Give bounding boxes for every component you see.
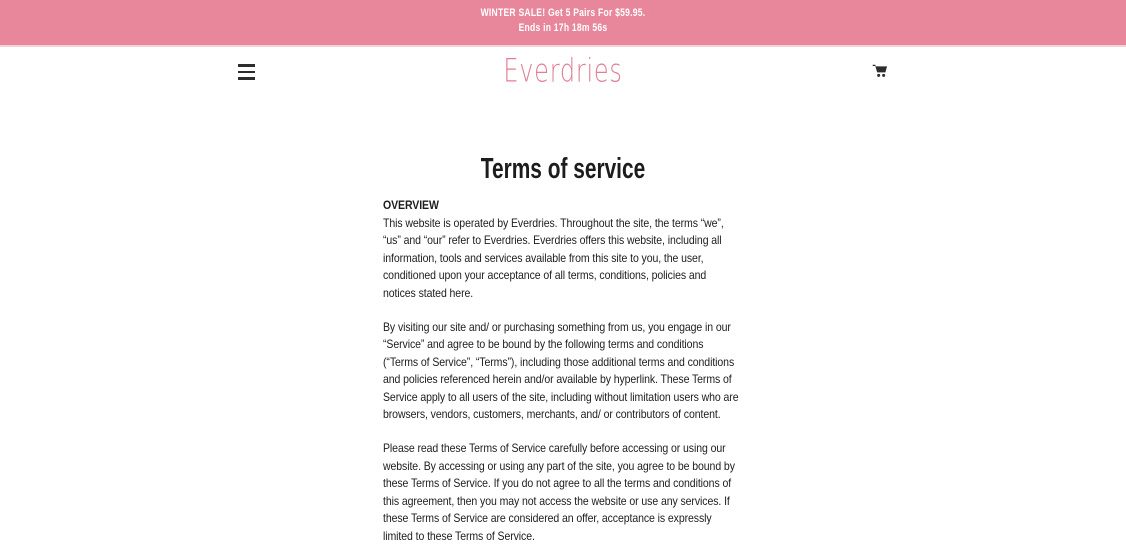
section-heading: OVERVIEW [383,198,439,212]
cart-icon [871,62,888,79]
terms-paragraph [383,440,739,545]
site-header [0,47,1126,97]
paragraph-text: Please read these Terms of Service carefully before accessing or using our website. By accessing or using any part of the site, you agree to be bound by these Terms of Service. If you do not agree to all the terms and conditions of this agreement, then you may not access the website or use any services. If these Terms of Service are considered an offer, acceptance is expressly limited to these Terms of Service. [383,441,735,543]
terms-paragraph [383,197,739,302]
menu-button[interactable] [232,54,261,90]
cart-button[interactable] [865,56,894,88]
announcement-sale-text: WINTER SALE! Get 5 Pairs For $59.95. [480,7,646,19]
announcement-bar[interactable] [0,0,1126,47]
hamburger-icon [238,64,255,80]
terms-paragraph [383,319,739,424]
terms-content [383,197,739,545]
paragraph-text: By visiting our site and/ or purchasing something from us, you engage in our “Service” and agree to be bound by the following terms and conditions (“Terms of Service”, “Terms”), including those additional terms and conditions and policies referenced herein and/or available by hyperlink. These Terms of Service apply to all users of the site, including without limitation users who are browsers, vendors, customers, merchants, and/ or contributors of content. [383,319,739,421]
announcement-countdown-text: Ends in 17h 18m 56s [518,22,608,34]
site-logo[interactable]: Everdries [503,51,623,90]
main-content [0,152,1126,545]
page-title: Terms of service [480,153,646,185]
paragraph-text: This website is operated by Everdries. Throughout the site, the terms “we”, “us” and “our” refer to Everdries. Everdries offers this website, including all information, tools and services available from this site to you, the user, conditioned upon your acceptance of all terms, conditions, policies and notices stated here. [383,215,724,300]
